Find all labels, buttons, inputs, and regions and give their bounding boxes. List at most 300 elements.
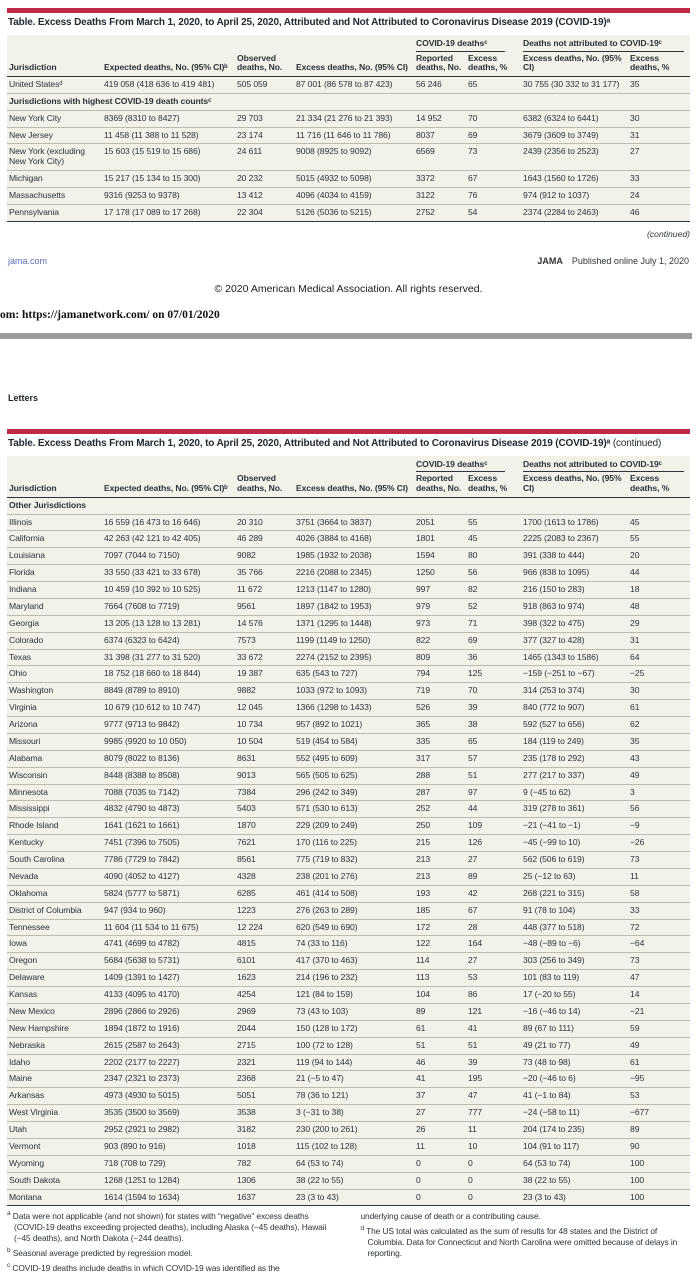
table-row bbox=[7, 750, 690, 767]
table-cell: 89 bbox=[466, 868, 521, 885]
table-cell: 27 bbox=[628, 144, 690, 171]
col-header-reported-deaths: Reported deaths, No. bbox=[414, 52, 466, 77]
table-cell: 89 bbox=[414, 1003, 466, 1020]
table-cell: 5051 bbox=[235, 1088, 294, 1105]
table-cell: 9882 bbox=[235, 683, 294, 700]
table-row bbox=[7, 1122, 690, 1139]
table-cell: 23 174 bbox=[235, 127, 294, 144]
table-cell: 8631 bbox=[235, 750, 294, 767]
table-cell: 10 734 bbox=[235, 717, 294, 734]
table-cell: 29 703 bbox=[235, 110, 294, 127]
table-cell: 2368 bbox=[235, 1071, 294, 1088]
table-row bbox=[7, 171, 690, 188]
table-cell: 1409 (1391 to 1427) bbox=[102, 970, 235, 987]
table-cell: −95 bbox=[628, 1071, 690, 1088]
table-cell: 46 bbox=[628, 204, 690, 221]
table-cell: 38 bbox=[466, 717, 521, 734]
table-cell: 43 bbox=[628, 750, 690, 767]
table-cell: 113 bbox=[414, 970, 466, 987]
table-row bbox=[7, 582, 690, 599]
page-footer bbox=[7, 256, 690, 266]
table-cell: 3538 bbox=[235, 1105, 294, 1122]
table-cell: 794 bbox=[414, 666, 466, 683]
table-row bbox=[7, 683, 690, 700]
table-cell: Virginia bbox=[7, 700, 102, 717]
table-row bbox=[7, 852, 690, 869]
table-cell: 5824 (5777 to 5871) bbox=[102, 885, 235, 902]
table-cell: 35 bbox=[630, 78, 640, 89]
table-cell: 39 bbox=[466, 700, 521, 717]
table-cell: 119 (94 to 144) bbox=[294, 1054, 414, 1071]
table-cell: 9 (−45 to 62) bbox=[521, 784, 628, 801]
table-cell: 8448 (8388 to 8508) bbox=[102, 767, 235, 784]
table-cell: New York City bbox=[7, 110, 102, 127]
table-cell: Texas bbox=[7, 649, 102, 666]
table-cell: −21 (−41 to −1) bbox=[521, 818, 628, 835]
spanner-row bbox=[7, 456, 690, 473]
table-cell: Delaware bbox=[7, 970, 102, 987]
table-cell: 782 bbox=[235, 1155, 294, 1172]
table-cell: 8561 bbox=[235, 852, 294, 869]
table-cell: 276 (263 to 289) bbox=[294, 902, 414, 919]
table-cell: 216 (150 to 283) bbox=[521, 582, 628, 599]
table-cell: West Virginia bbox=[7, 1105, 102, 1122]
table-cell: 0 bbox=[414, 1189, 466, 1206]
table-cell: 23 (3 to 43) bbox=[521, 1189, 628, 1206]
table-row bbox=[7, 868, 690, 885]
col-header-observed-deaths: Observed deaths, No. bbox=[235, 472, 294, 497]
table-cell: 11 458 (11 388 to 11 528) bbox=[102, 127, 235, 144]
table-body bbox=[7, 497, 690, 1206]
table-cell: 7451 (7396 to 7505) bbox=[102, 835, 235, 852]
table-row bbox=[7, 1003, 690, 1020]
table-cell: 1306 bbox=[235, 1172, 294, 1189]
table-section-row bbox=[7, 497, 690, 514]
table-cell: −159 (−251 to −67) bbox=[521, 666, 628, 683]
table-cell: 46 289 bbox=[235, 531, 294, 548]
table-row bbox=[7, 818, 690, 835]
col-header-jurisdiction: Jurisdiction bbox=[7, 52, 102, 77]
table-cell: 204 (174 to 235) bbox=[521, 1122, 628, 1139]
table-cell: 172 bbox=[414, 919, 466, 936]
table-cell: −45 (−99 to 10) bbox=[521, 835, 628, 852]
table-cell: 21 (−5 to 47) bbox=[294, 1071, 414, 1088]
table-cell: 30 bbox=[628, 683, 690, 700]
col-header-na-excess-deaths: Excess deaths, No. (95% CI) bbox=[521, 52, 628, 77]
table-cell: 461 (414 to 508) bbox=[294, 885, 414, 902]
table-cell: 391 (338 to 444) bbox=[521, 548, 628, 565]
table-cell: Louisiana bbox=[7, 548, 102, 565]
table-cell: 70 bbox=[466, 110, 521, 127]
table-cell: 97 bbox=[466, 784, 521, 801]
table-cell: 49 (21 to 77) bbox=[521, 1037, 628, 1054]
table-cell: 126 bbox=[466, 835, 521, 852]
table-cell: 9561 bbox=[235, 598, 294, 615]
table-cell: Illinois bbox=[7, 514, 102, 531]
footnote-marker: b bbox=[7, 1247, 11, 1255]
table-cell: 1985 (1932 to 2038) bbox=[294, 548, 414, 565]
col-header-na-excess-pct: Excess deaths, % bbox=[628, 472, 690, 497]
table-row bbox=[7, 1054, 690, 1071]
table-cell: 903 (890 to 916) bbox=[102, 1138, 235, 1155]
table-cell: 67 bbox=[466, 171, 521, 188]
table-cell: 319 (278 to 361) bbox=[521, 801, 628, 818]
footnote: $^c$ COVID-19 deaths include deaths in which COVID-19 was identified as the bbox=[7, 1262, 280, 1274]
table-cell: 72 bbox=[628, 919, 690, 936]
table-cell: 973 bbox=[414, 615, 466, 632]
table-cell: 193 bbox=[414, 885, 466, 902]
table-cell: Nebraska bbox=[7, 1037, 102, 1054]
table-cell: 7621 bbox=[235, 835, 294, 852]
table-cell: 377 (327 to 428) bbox=[521, 632, 628, 649]
table-cell: Mississippi bbox=[7, 801, 102, 818]
table-row bbox=[7, 835, 690, 852]
table-cell: 115 (102 to 128) bbox=[294, 1138, 414, 1155]
table-row bbox=[7, 1138, 690, 1155]
table-cell: 335 bbox=[414, 733, 466, 750]
table-cell: 5684 (5638 to 5731) bbox=[102, 953, 235, 970]
table-row bbox=[7, 76, 690, 93]
table-cell: 571 (530 to 613) bbox=[294, 801, 414, 818]
col-header-expected-deaths: Expected deaths, No. (95% CI)ᵇ bbox=[102, 472, 235, 497]
spanner-not-attributed-label: Deaths not attributed to COVID-19ᶜ bbox=[523, 39, 684, 52]
table-cell: 23 (3 to 43) bbox=[294, 1189, 414, 1206]
page-2 bbox=[0, 393, 697, 1278]
table-cell: 6382 (6324 to 6441) bbox=[521, 110, 628, 127]
table-cell: 69 bbox=[466, 127, 521, 144]
table-cell: 9013 bbox=[235, 767, 294, 784]
table-cell: 20 232 bbox=[235, 171, 294, 188]
table-cell: 12 045 bbox=[235, 700, 294, 717]
table-cell: 35 bbox=[628, 733, 690, 750]
table-cell: South Dakota bbox=[7, 1172, 102, 1189]
table-cell: Maryland bbox=[7, 598, 102, 615]
table-cell: 0 bbox=[466, 1189, 521, 1206]
footnote-marker: d bbox=[360, 1225, 365, 1233]
table-cell: 11 bbox=[414, 1138, 466, 1155]
table-cell: 47 bbox=[466, 1088, 521, 1105]
table-body bbox=[7, 76, 690, 221]
table-cell: −25 bbox=[628, 666, 690, 683]
table-cell: 9985 (9920 to 10 050) bbox=[102, 733, 235, 750]
table-cell: 24 bbox=[628, 188, 690, 205]
col-header-na-excess-deaths: Excess deaths, No. (95% CI) bbox=[521, 472, 628, 497]
table-cell: 777 bbox=[466, 1105, 521, 1122]
table-cell: 56 bbox=[628, 801, 690, 818]
table-row bbox=[7, 767, 690, 784]
table-cell: 45 bbox=[466, 531, 521, 548]
table-cell: 2225 (2083 to 2367) bbox=[521, 531, 628, 548]
table-cell: 27 bbox=[466, 953, 521, 970]
table-cell: 53 bbox=[628, 1088, 690, 1105]
table-cell: Alabama bbox=[7, 750, 102, 767]
table-cell: 76 bbox=[466, 188, 521, 205]
table-cell: Tennessee bbox=[7, 919, 102, 936]
table-header bbox=[7, 456, 690, 497]
table-cell: 2202 (2177 to 2227) bbox=[102, 1054, 235, 1071]
table-cell: 89 bbox=[628, 1122, 690, 1139]
table-cell: 73 bbox=[466, 144, 521, 171]
table-cell: 20 310 bbox=[235, 514, 294, 531]
table-cell: 73 bbox=[628, 953, 690, 970]
table-row bbox=[7, 110, 690, 127]
table-cell: 42 bbox=[466, 885, 521, 902]
table-cell: 365 bbox=[414, 717, 466, 734]
table-cell: 73 bbox=[628, 852, 690, 869]
table-cell: 62 bbox=[628, 717, 690, 734]
table-row bbox=[7, 548, 690, 565]
table-cell: 11 bbox=[628, 868, 690, 885]
table-cell: 73 (43 to 103) bbox=[294, 1003, 414, 1020]
table-cell: 24 611 bbox=[235, 144, 294, 171]
table-cell: 25 (−12 to 63) bbox=[521, 868, 628, 885]
table-cell: Georgia bbox=[7, 615, 102, 632]
table-cell: 2715 bbox=[235, 1037, 294, 1054]
col-header-observed-deaths: Observed deaths, No. bbox=[235, 52, 294, 77]
table-row bbox=[7, 1105, 690, 1122]
table-row bbox=[7, 204, 690, 221]
table-cell: 104 (91 to 117) bbox=[521, 1138, 628, 1155]
footnotes-left-column bbox=[7, 1211, 337, 1278]
table-cell: 268 (221 to 315) bbox=[521, 885, 628, 902]
table-cell: 10 679 (10 612 to 10 747) bbox=[102, 700, 235, 717]
table-cell: 61 bbox=[414, 1020, 466, 1037]
table-cell: 4133 (4095 to 4170) bbox=[102, 987, 235, 1004]
table-cell: 29 bbox=[628, 615, 690, 632]
table-cell: 250 bbox=[414, 818, 466, 835]
table-cell: New Mexico bbox=[7, 1003, 102, 1020]
table-cell: 15 603 (15 519 to 15 686) bbox=[102, 144, 235, 171]
table-cell: 27 bbox=[414, 1105, 466, 1122]
table-cell: 230 (200 to 261) bbox=[294, 1122, 414, 1139]
table-cell: 11 604 (11 534 to 11 675) bbox=[102, 919, 235, 936]
table-cell: Oregon bbox=[7, 953, 102, 970]
table-cell: Ohio bbox=[7, 666, 102, 683]
spanner-covid-label: COVID-19 deathsᶜ bbox=[416, 460, 505, 473]
table-cell: 6285 bbox=[235, 885, 294, 902]
table-cell: 100 bbox=[628, 1189, 690, 1206]
table-cell: 4973 (4930 to 5015) bbox=[102, 1088, 235, 1105]
table-cell: 6101 bbox=[235, 953, 294, 970]
download-stamp: om: https://jamanetwork.com/ on 07/01/2020 bbox=[0, 308, 220, 321]
table-cell: Montana bbox=[7, 1189, 102, 1206]
spanner-not-attributed bbox=[521, 456, 690, 473]
table-cell: 57 bbox=[466, 750, 521, 767]
table-cell: 2374 (2284 to 2463) bbox=[521, 204, 628, 221]
table-cell: 7097 (7044 to 7150) bbox=[102, 548, 235, 565]
table-cell: 48 bbox=[628, 598, 690, 615]
table-cell: 52 bbox=[466, 598, 521, 615]
table-cell: 31 bbox=[628, 127, 690, 144]
table-cell: 229 (209 to 249) bbox=[294, 818, 414, 835]
table-cell: 213 bbox=[414, 852, 466, 869]
table-cell: Kentucky bbox=[7, 835, 102, 852]
table-cell: 966 (838 to 1095) bbox=[521, 565, 628, 582]
table-cell: 185 bbox=[414, 902, 466, 919]
table-row bbox=[7, 649, 690, 666]
table-header bbox=[7, 35, 690, 76]
table-row bbox=[7, 1071, 690, 1088]
table-cell: 1594 bbox=[414, 548, 466, 565]
table-cell: 61 bbox=[628, 1054, 690, 1071]
table-cell: 2952 (2921 to 2982) bbox=[102, 1122, 235, 1139]
table-cell: 1018 bbox=[235, 1138, 294, 1155]
col-header-excess-deaths: Excess deaths, No. (95% CI) bbox=[294, 52, 414, 77]
table-cell: 277 (217 to 337) bbox=[521, 767, 628, 784]
col-header-reported-deaths: Reported deaths, No. bbox=[414, 472, 466, 497]
table-cell: 214 (196 to 232) bbox=[294, 970, 414, 987]
table-cell: 4815 bbox=[235, 936, 294, 953]
table-cell: 101 (83 to 119) bbox=[521, 970, 628, 987]
table-cell: 44 bbox=[628, 565, 690, 582]
table-cell: 7573 bbox=[235, 632, 294, 649]
table-row bbox=[7, 666, 690, 683]
table-row bbox=[7, 987, 690, 1004]
table-cell: 13 205 (13 128 to 13 281) bbox=[102, 615, 235, 632]
jama-com-link[interactable]: jama.com bbox=[8, 255, 48, 266]
table-cell: 287 bbox=[414, 784, 466, 801]
table-cell: 87 001 (86 578 to 87 423) bbox=[296, 78, 393, 89]
table-cell: New Jersey bbox=[7, 127, 102, 144]
table-cell: −24 (−58 to 11) bbox=[521, 1105, 628, 1122]
table-cell: 19 387 bbox=[235, 666, 294, 683]
col-header-na-excess-pct: Excess deaths, % bbox=[628, 52, 690, 77]
table-cell: Arkansas bbox=[7, 1088, 102, 1105]
table-row bbox=[7, 531, 690, 548]
table-cell: 121 bbox=[466, 1003, 521, 1020]
table-cell: 10 459 (10 392 to 10 525) bbox=[102, 582, 235, 599]
table-cell: 18 bbox=[628, 582, 690, 599]
table-cell: Colorado bbox=[7, 632, 102, 649]
table-row bbox=[7, 144, 690, 171]
table-cell: 1897 (1842 to 1953) bbox=[294, 598, 414, 615]
table-cell: 17 178 (17 089 to 17 268) bbox=[102, 204, 235, 221]
table-cell: 2439 (2356 to 2523) bbox=[521, 144, 628, 171]
table-cell: Wyoming bbox=[7, 1155, 102, 1172]
table-cell: Michigan bbox=[7, 171, 102, 188]
table-cell: 14 952 bbox=[414, 110, 466, 127]
table-row bbox=[7, 1037, 690, 1054]
table-cell: 109 bbox=[466, 818, 521, 835]
table-cell: 100 bbox=[628, 1155, 690, 1172]
table-cell: 59 bbox=[628, 1020, 690, 1037]
table-cell: 11 716 (11 646 to 11 786) bbox=[294, 127, 414, 144]
table-cell: 840 (772 to 907) bbox=[521, 700, 628, 717]
table-cell: 235 (178 to 292) bbox=[521, 750, 628, 767]
table-cell: 13 412 bbox=[235, 188, 294, 205]
table-cell: 184 (119 to 249) bbox=[521, 733, 628, 750]
table-cell: 70 bbox=[466, 683, 521, 700]
table-cell: 195 bbox=[466, 1071, 521, 1088]
table-cell: 7384 bbox=[235, 784, 294, 801]
table-cell: 69 bbox=[466, 632, 521, 649]
table-cell: 238 (201 to 276) bbox=[294, 868, 414, 885]
table-cell: 26 bbox=[414, 1122, 466, 1139]
table-cell: 164 bbox=[466, 936, 521, 953]
table-cell: 3122 bbox=[414, 188, 466, 205]
table-cell: 11 bbox=[466, 1122, 521, 1139]
col-header-jurisdiction: Jurisdiction bbox=[7, 472, 102, 497]
table-cell: 565 (505 to 625) bbox=[294, 767, 414, 784]
table-cell: 4096 (4034 to 4159) bbox=[294, 188, 414, 205]
table-cell: −677 bbox=[628, 1105, 690, 1122]
table-cell: 4328 bbox=[235, 868, 294, 885]
table-row bbox=[7, 632, 690, 649]
table-row bbox=[7, 885, 690, 902]
table-cell: 51 bbox=[414, 1037, 466, 1054]
table-cell: 1700 (1613 to 1786) bbox=[521, 514, 628, 531]
table-cell: 809 bbox=[414, 649, 466, 666]
table-cell: 519 (454 to 584) bbox=[294, 733, 414, 750]
footnote: $^b$ Seasonal average predicted by regression model. bbox=[7, 1247, 193, 1259]
table-cell: 8849 (8789 to 8910) bbox=[102, 683, 235, 700]
table-cell: 31 398 (31 277 to 31 520) bbox=[102, 649, 235, 666]
table-cell: 51 bbox=[466, 1037, 521, 1054]
table-cell: Maine bbox=[7, 1071, 102, 1088]
table-cell: 6569 bbox=[414, 144, 466, 171]
table-cell: 78 (36 to 121) bbox=[294, 1088, 414, 1105]
table-cell: 979 bbox=[414, 598, 466, 615]
table-cell: 822 bbox=[414, 632, 466, 649]
table-cell: 41 bbox=[414, 1071, 466, 1088]
table-row bbox=[7, 936, 690, 953]
section-label: Jurisdictions with highest COVID-19 death countsᶜ bbox=[7, 93, 690, 110]
table-cell: 15 217 (15 134 to 15 300) bbox=[102, 171, 235, 188]
table-cell: 3182 bbox=[235, 1122, 294, 1139]
table-cell: 1894 (1872 to 1916) bbox=[102, 1020, 235, 1037]
table-cell: 0 bbox=[414, 1172, 466, 1189]
table-cell: 150 (128 to 172) bbox=[294, 1020, 414, 1037]
table-cell: 2216 (2088 to 2345) bbox=[294, 565, 414, 582]
table-cell: 33 550 (33 421 to 33 678) bbox=[102, 565, 235, 582]
table-cell: 1643 (1560 to 1726) bbox=[521, 171, 628, 188]
table-row bbox=[7, 127, 690, 144]
table-cell: 974 (912 to 1037) bbox=[521, 188, 628, 205]
table-cell: 41 (−1 to 84) bbox=[521, 1088, 628, 1105]
table-cell: 10 bbox=[466, 1138, 521, 1155]
table-cell: 56 246 bbox=[416, 78, 442, 89]
table-cell: 100 (72 to 128) bbox=[294, 1037, 414, 1054]
table-cell: 38 (22 to 55) bbox=[294, 1172, 414, 1189]
table-cell: 30 755 (30 332 to 31 177) bbox=[523, 78, 620, 89]
table-cell: 1801 bbox=[414, 531, 466, 548]
table-cell: 2896 (2866 to 2926) bbox=[102, 1003, 235, 1020]
table-cell: 91 (78 to 104) bbox=[521, 902, 628, 919]
table-row bbox=[7, 1088, 690, 1105]
table-cell: Minnesota bbox=[7, 784, 102, 801]
table-cell: Arizona bbox=[7, 717, 102, 734]
table-cell: 314 (253 to 374) bbox=[521, 683, 628, 700]
table-cell: 14 576 bbox=[235, 615, 294, 632]
table-cell: New York (excluding New York City) bbox=[7, 144, 102, 171]
table-cell: 61 bbox=[628, 700, 690, 717]
spanner-row bbox=[7, 35, 690, 52]
table-title-text: Table. Excess Deaths From March 1, 2020, to April 25, 2020, Attributed and Not Attributed to Coronavirus Disease 2019 (COVID-19)ᵃ bbox=[8, 437, 611, 449]
table-row bbox=[7, 801, 690, 818]
table-row bbox=[7, 1172, 690, 1189]
col-header-excess-pct: Excess deaths, % bbox=[466, 52, 521, 77]
table-cell: Kansas bbox=[7, 987, 102, 1004]
table-cell: 65 bbox=[466, 733, 521, 750]
table-cell: 28 bbox=[466, 919, 521, 936]
table-cell: 3 (−31 to 38) bbox=[294, 1105, 414, 1122]
table-cell: 317 bbox=[414, 750, 466, 767]
table-cell: 775 (719 to 832) bbox=[294, 852, 414, 869]
table-cell: 1268 (1251 to 1284) bbox=[102, 1172, 235, 1189]
table-continued-block bbox=[7, 429, 690, 1278]
spanner-covid-deaths bbox=[414, 456, 521, 473]
table-cell: 5126 (5036 to 5215) bbox=[294, 204, 414, 221]
